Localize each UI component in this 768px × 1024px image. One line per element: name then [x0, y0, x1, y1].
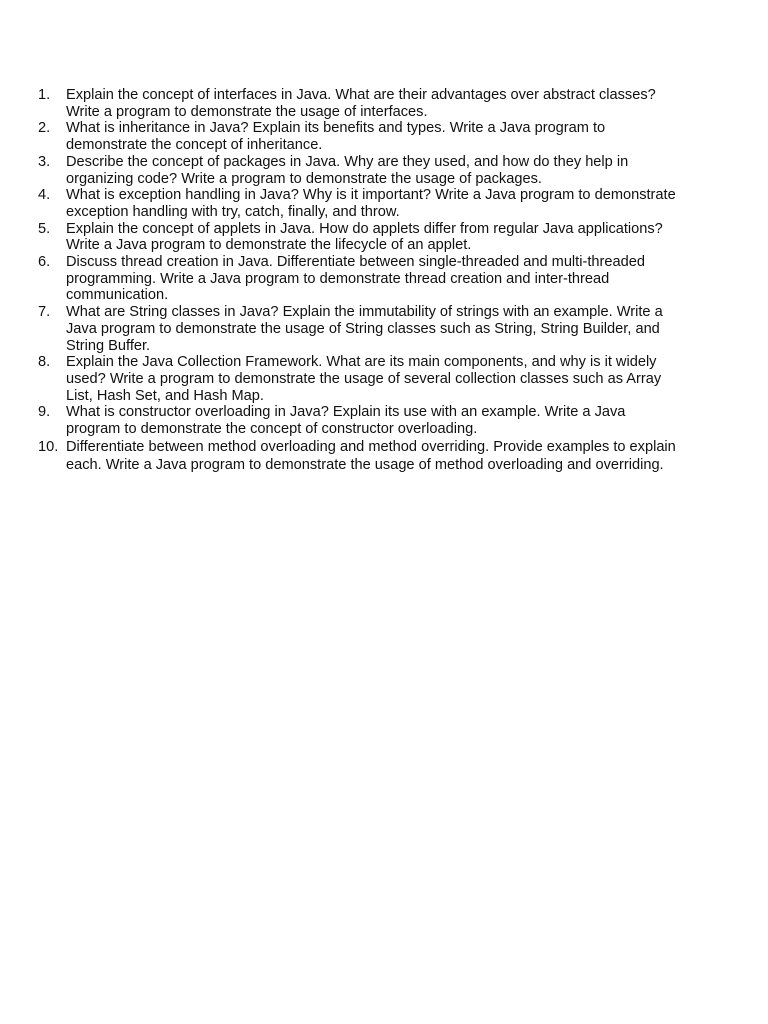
question-number: 5.	[38, 220, 51, 237]
question-number: 1.	[38, 87, 51, 103]
question-list	[38, 87, 678, 474]
question-text: Explain the Java Collection Framework. What are its main components, and why is it widely used? Write a program to demonstrate the usage of several collection classes such as Array List, Hash Set, and Hash Map.	[66, 354, 662, 404]
question-item-2	[38, 120, 678, 153]
question-item-9	[38, 404, 678, 437]
question-item-8	[38, 354, 678, 404]
question-item-4	[38, 187, 678, 220]
question-item-6	[38, 254, 678, 304]
question-number: 6.	[38, 254, 51, 271]
question-number: 8.	[38, 354, 51, 371]
question-number: 9.	[38, 404, 51, 421]
question-text: What is constructor overloading in Java? Explain its use with an example. Write a Java program to demonstrate the concept of constructor overloading.	[66, 404, 626, 438]
question-text: Discuss thread creation in Java. Differentiate between single-threaded and multi-threaded programming. Write a Java program to demonstrate thread creation and inter-thread communication.	[66, 254, 645, 304]
question-number: 7.	[38, 304, 51, 321]
question-number: 4.	[38, 187, 51, 204]
question-text: Describe the concept of packages in Java. Why are they used, and how do they help in organizing code? Write a program to demonstrate the usage of packages.	[66, 153, 629, 187]
question-text: Explain the concept of interfaces in Java. What are their advantages over abstract classes? Write a program to demonstrate the usage of interfaces.	[66, 87, 656, 120]
question-number: 2.	[38, 120, 51, 137]
question-item-7	[38, 304, 678, 354]
question-item-3	[38, 154, 678, 187]
question-item-5	[38, 221, 678, 254]
question-item-10	[38, 438, 678, 474]
question-text: What are String classes in Java? Explain the immutability of strings with an example. Write a Java program to demonstrate the usage of String classes such as String, String Builder, and String Buffer.	[66, 304, 663, 354]
question-text: What is inheritance in Java? Explain its benefits and types. Write a Java program to demonstrate the concept of inheritance.	[66, 120, 606, 154]
question-text: Differentiate between method overloading and method overriding. Provide examples to explain each. Write a Java program to demonstrate the usage of method overloading and overriding.	[66, 438, 676, 473]
question-text: What is exception handling in Java? Why is it important? Write a Java program to demonstrate exception handling with try, catch, finally, and throw.	[66, 187, 676, 220]
question-number: 3.	[38, 153, 51, 170]
question-item-1	[38, 87, 678, 120]
question-text: Explain the concept of applets in Java. How do applets differ from regular Java applications? Write a Java program to demonstrate the lifecycle of an applet.	[66, 220, 663, 254]
question-number: 10.	[38, 438, 59, 455]
